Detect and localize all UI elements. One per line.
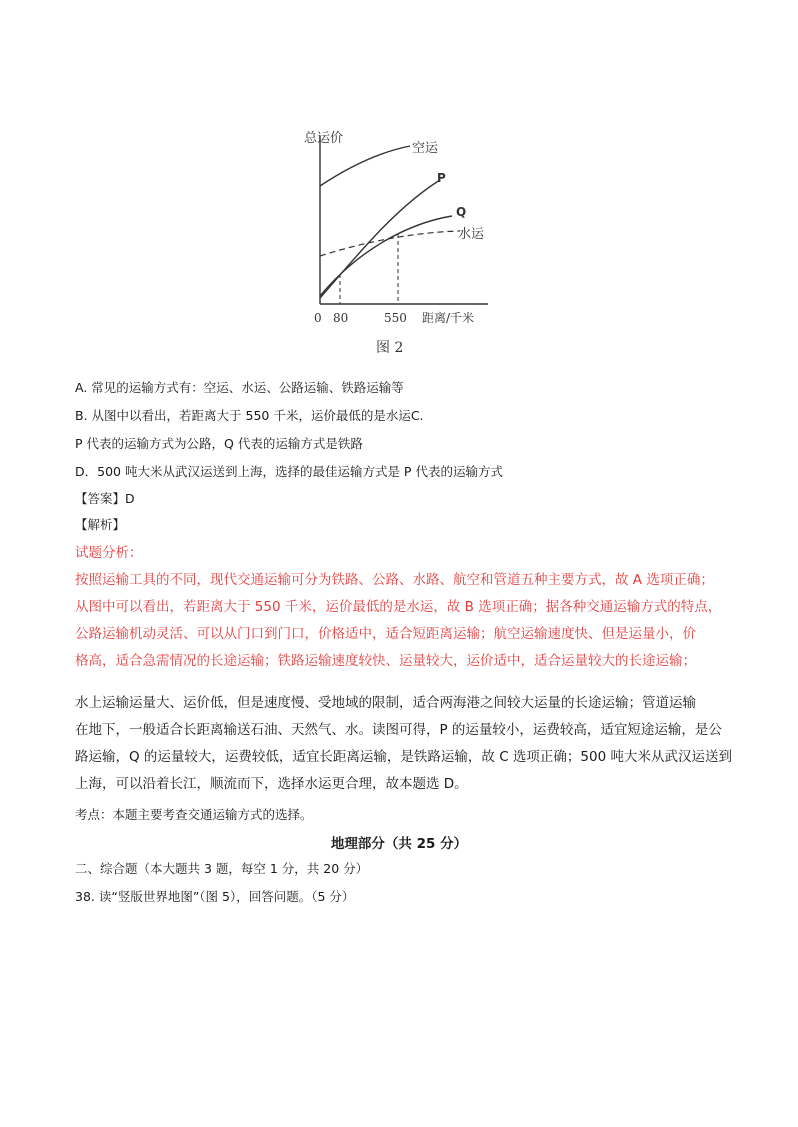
analysis-label: 试题分析： bbox=[75, 545, 143, 561]
y-axis-label: 总运价 bbox=[304, 131, 344, 146]
q-label: Q bbox=[456, 205, 467, 219]
key-point: 考点：本题主要考查交通运输方式的选择。 bbox=[75, 807, 313, 822]
analysis-black-line: 水上运输运量大、运价低，但是速度慢、受地域的限制，适合两海港之间较大运量的长途运输；管道运输 bbox=[75, 695, 696, 711]
option-b: B. 从图中以看出，若距离大于 550 千米，运价最低的是水运C. bbox=[75, 408, 424, 423]
analysis-red-block bbox=[75, 567, 735, 675]
tick-0: 0 bbox=[314, 311, 322, 325]
analysis-red-line: 按照运输工具的不同，现代交通运输可分为铁路、公路、水路、航空和管道五种主要方式，故 A 选项正确； bbox=[75, 572, 714, 588]
answer: 【答案】D bbox=[75, 491, 135, 506]
tick-550: 550 bbox=[384, 311, 407, 325]
tick-80: 80 bbox=[333, 311, 349, 325]
section-heading: 地理部分（共 25 分） bbox=[330, 836, 468, 852]
air-curve bbox=[320, 146, 410, 186]
figure-2 bbox=[300, 128, 500, 360]
analysis-heading: 【解析】 bbox=[75, 517, 126, 532]
analysis-black-line: 在地下，一般适合长距离输送石油、天然气、水。读图可得，P 的运量较小，运费较高，适宜短途运输，是公 bbox=[75, 722, 722, 738]
p-label: P bbox=[437, 171, 446, 185]
water-curve bbox=[320, 231, 460, 256]
analysis-red-line: 格高，适合急需情况的长途运输；铁路运输速度较快、运量较大，运价适中，适合运量较大的长途运输； bbox=[75, 653, 696, 669]
water-label: 水运 bbox=[458, 227, 485, 242]
analysis-black-line: 上海，可以沿着长江，顺流而下，选择水运更合理，故本题选 D。 bbox=[75, 776, 468, 792]
x-axis-label: 距离/千米 bbox=[422, 311, 475, 325]
figure-caption: 图 2 bbox=[376, 340, 404, 356]
analysis-black-line: 路运输，Q 的运量较大，运费较低，适宜长距离运输，是铁路运输，故 C 选项正确；500 吨大米从武汉运送到 bbox=[75, 749, 732, 765]
p-curve bbox=[320, 180, 440, 298]
analysis-red-line: 从图中可以看出，若距离大于 550 千米，运价最低的是水运，故 B 选项正确；据各种交通运输方式的特点， bbox=[75, 599, 722, 615]
option-a: A. 常见的运输方式有：空运、水运、公路运输、铁路运输等 bbox=[75, 380, 404, 395]
option-d: D．500 吨大米从武汉运送到上海，选择的最佳运输方式是 P 代表的运输方式 bbox=[75, 464, 503, 479]
price-distance-chart bbox=[300, 128, 500, 360]
question-38: 38. 读“竖版世界地图”（图 5），回答问题。（5 分） bbox=[75, 889, 355, 904]
option-c: P 代表的运输方式为公路，Q 代表的运输方式是铁路 bbox=[75, 436, 363, 451]
air-label: 空运 bbox=[412, 141, 439, 156]
analysis-red-line: 公路运输机动灵活、可以从门口到门口，价格适中，适合短距离运输；航空运输速度快、但是运量小，价 bbox=[75, 626, 696, 642]
part-two-heading: 二、综合题（本大题共 3 题，每空 1 分，共 20 分） bbox=[75, 861, 369, 876]
analysis-black-block bbox=[75, 690, 735, 798]
